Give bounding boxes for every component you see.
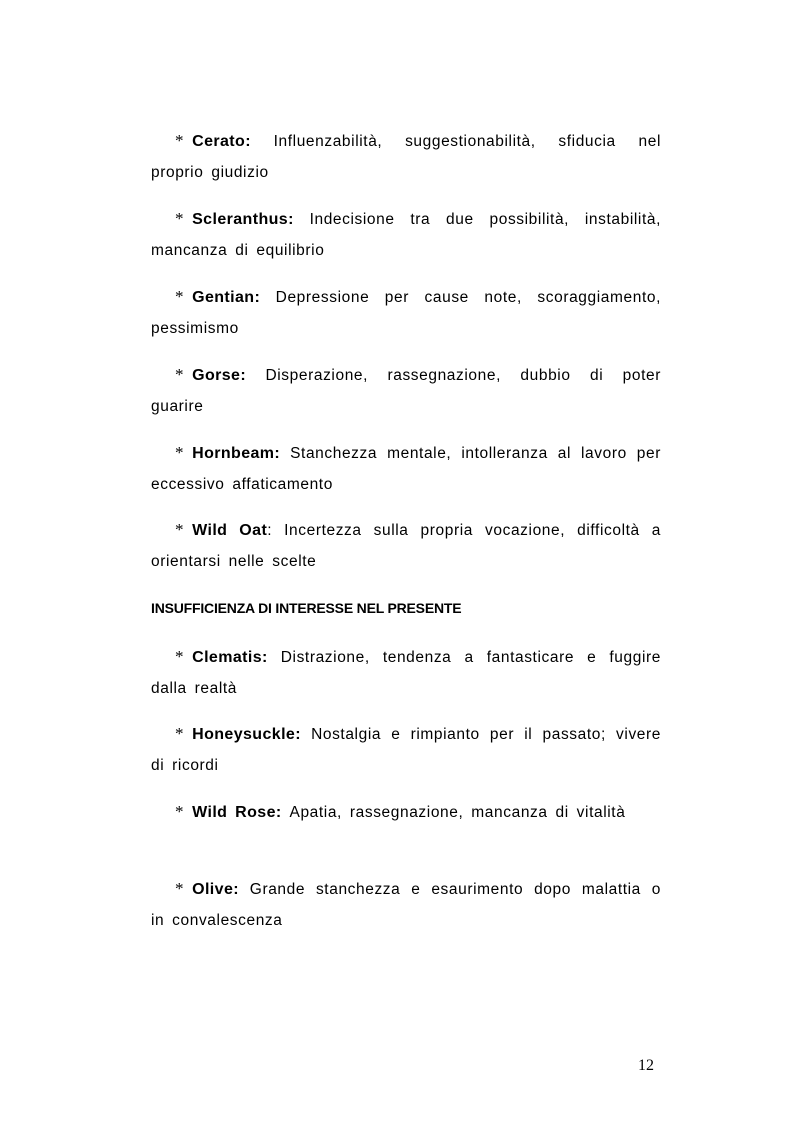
remedy-description: Influenzabilità, suggestionabilità, sfiducia nel proprio giudizio [151,133,661,181]
bullet-asterisk: * [175,647,185,666]
remedy-description: Indecisione tra due possibilità, instabilità, mancanza di equilibrio [151,211,661,259]
bullet-asterisk: * [175,287,185,306]
bullet-asterisk: * [175,365,185,384]
bullet-asterisk: * [175,879,185,898]
remedy-description: Stanchezza mentale, intolleranza al lavoro per eccessivo affaticamento [151,445,662,493]
entry-hornbeam [151,438,661,500]
page-number: 12 [638,1057,654,1074]
entry-gentian [151,282,661,344]
remedy-description: Grande stanchezza e esaurimento dopo malattia o in convalescenza [151,881,661,929]
entry-clematis [151,642,661,704]
remedy-name: Wild Rose: [192,804,282,821]
bullet-asterisk: * [175,131,185,150]
bullet-asterisk: * [175,802,185,821]
remedy-name: Clematis: [192,649,268,666]
entry-honeysuckle [151,719,661,781]
entry-olive [151,874,661,936]
entry-scleranthus [151,204,661,266]
remedy-name: Honeysuckle: [192,726,301,743]
section-heading: INSUFFICIENZA DI INTERESSE NEL PRESENTE [151,600,462,616]
entry-cerato [151,126,661,188]
remedy-description: : Incertezza sulla propria vocazione, difficoltà a orientarsi nelle scelte [151,522,661,570]
remedy-name: Gentian: [192,289,261,306]
remedy-name: Wild Oat [192,522,268,539]
bullet-asterisk: * [175,209,185,228]
remedy-description: Nostalgia e rimpianto per il passato; vivere di ricordi [151,726,661,774]
bullet-asterisk: * [175,724,185,743]
bullet-asterisk: * [175,520,185,539]
remedy-name: Gorse: [192,367,247,384]
remedy-name: Hornbeam: [192,445,281,462]
entry-gorse [151,360,661,422]
remedy-description: Distrazione, tendenza a fantasticare e fuggire dalla realtà [151,649,661,697]
remedy-name: Olive: [192,881,239,898]
entry-wild-rose [151,797,661,828]
remedy-description: Apatia, rassegnazione, mancanza di vitalità [289,804,626,821]
remedy-name: Scleranthus: [192,211,294,228]
entry-wild-oat [151,515,661,577]
remedy-description: Depressione per cause note, scoraggiamento, pessimismo [151,289,661,337]
remedy-description: Disperazione, rassegnazione, dubbio di poter guarire [151,367,661,415]
bullet-asterisk: * [175,443,185,462]
remedy-name: Cerato: [192,133,251,150]
